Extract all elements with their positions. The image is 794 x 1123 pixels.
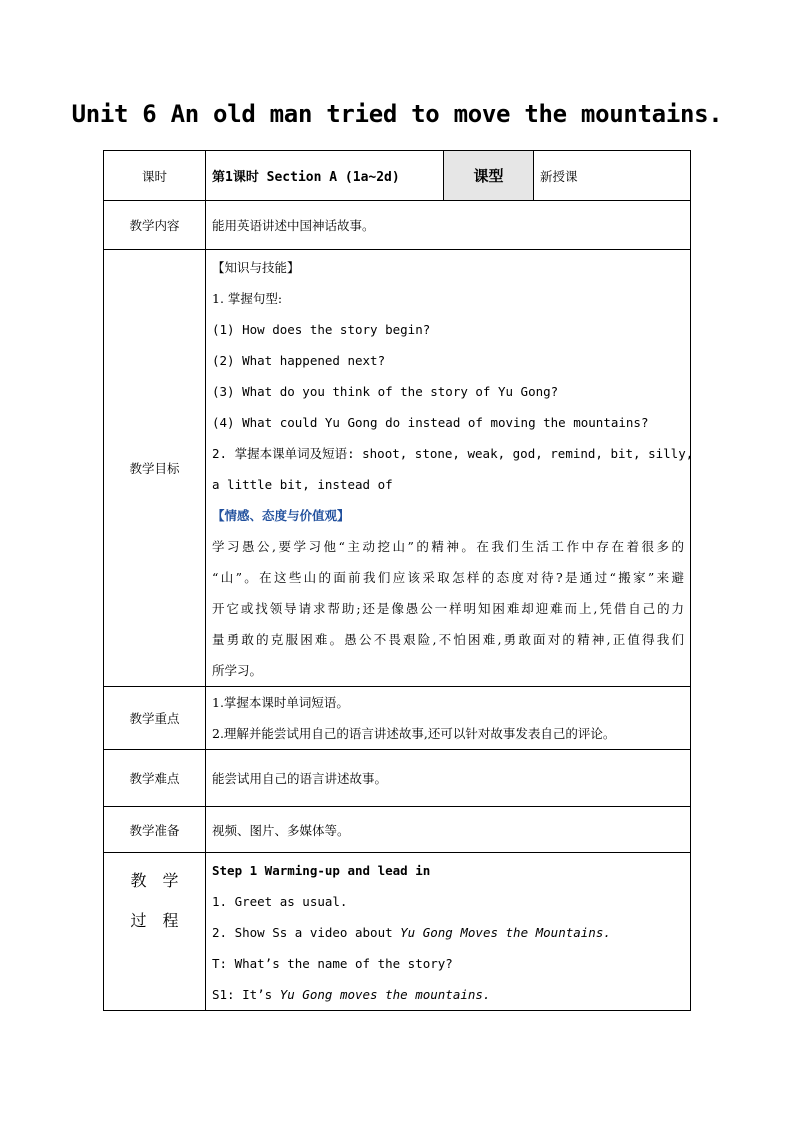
key-point-2: 2.理解并能尝试用自己的语言讲述故事,还可以针对故事发表自己的评论。 (212, 726, 616, 741)
document-title: Unit 6 An old man tried to move the mountains. (71, 100, 723, 128)
goal-item-1: 1. 掌握句型: (212, 291, 283, 306)
step-1-heading: Step 1 Warming-up and lead in (212, 863, 431, 878)
goal-item-2-cont: a little bit, instead of (212, 477, 393, 492)
knowledge-heading: 【知识与技能】 (212, 260, 300, 275)
process-line-4: S1: It’s Yu Gong moves the mountains. (212, 987, 491, 1002)
type-value: 新授课 (534, 151, 691, 201)
lesson-plan-table (103, 150, 694, 1011)
goal-question-1: (1) How does the story begin? (212, 322, 431, 337)
difficulties-row (104, 750, 691, 807)
process-label-line-2: 过 程 (130, 911, 179, 930)
content-label: 教学内容 (104, 201, 206, 250)
goal-question-3: (3) What do you think of the story of Yu Gong? (212, 384, 559, 399)
content-text: 能用英语讲述中国神话故事。 (206, 201, 691, 250)
preparation-row (104, 807, 691, 853)
difficulties-label: 教学难点 (104, 750, 206, 807)
values-line-4: 量勇敢的克服困难。愚公不畏艰险,不怕困难,勇敢面对的精神,正值得我们 (212, 632, 684, 647)
goal-question-4: (4) What could Yu Gong do instead of moving the mountains? (212, 415, 649, 430)
lesson-row (104, 151, 691, 201)
process-line-1: 1. Greet as usual. (212, 894, 348, 909)
values-heading: 【情感、态度与价值观】 (212, 508, 350, 523)
values-line-5: 所学习。 (212, 663, 263, 678)
values-line-1: 学习愚公,要学习他“主动挖山”的精神。在我们生活工作中存在着很多的 (212, 539, 684, 554)
type-label: 课型 (444, 151, 534, 201)
key-points-content (206, 687, 691, 750)
process-line-2: 2. Show Ss a video about Yu Gong Moves the Mountains. (212, 925, 611, 940)
key-points-label: 教学重点 (104, 687, 206, 750)
process-label-line-1: 教 学 (130, 871, 179, 890)
preparation-label: 教学准备 (104, 807, 206, 853)
process-label (104, 853, 206, 1011)
goals-label: 教学目标 (104, 250, 206, 687)
key-point-1: 1.掌握本课时单词短语。 (212, 695, 349, 710)
values-line-3: 开它或找领导请求帮助;还是像愚公一样明知困难却迎难而上,凭借自己的力 (212, 601, 684, 616)
goal-question-2: (2) What happened next? (212, 353, 386, 368)
lesson-value: 第1课时 Section A (1a~2d) (206, 151, 444, 201)
process-content (206, 853, 691, 1011)
values-line-2: “山”。在这些山的面前我们应该采取怎样的态度对待?是通过“搬家”来避 (212, 570, 684, 585)
content-row (104, 201, 691, 250)
process-line-3: T: What’s the name of the story? (212, 956, 453, 971)
process-row (104, 853, 691, 1011)
goals-content (206, 250, 694, 687)
goal-item-2: 2. 掌握本课单词及短语: shoot, stone, weak, god, remind, bit, silly, (212, 446, 694, 461)
difficulties-text: 能尝试用自己的语言讲述故事。 (206, 750, 691, 807)
goals-row (104, 250, 691, 687)
lesson-label: 课时 (104, 151, 206, 201)
key-points-row (104, 687, 691, 750)
preparation-text: 视频、图片、多媒体等。 (206, 807, 691, 853)
